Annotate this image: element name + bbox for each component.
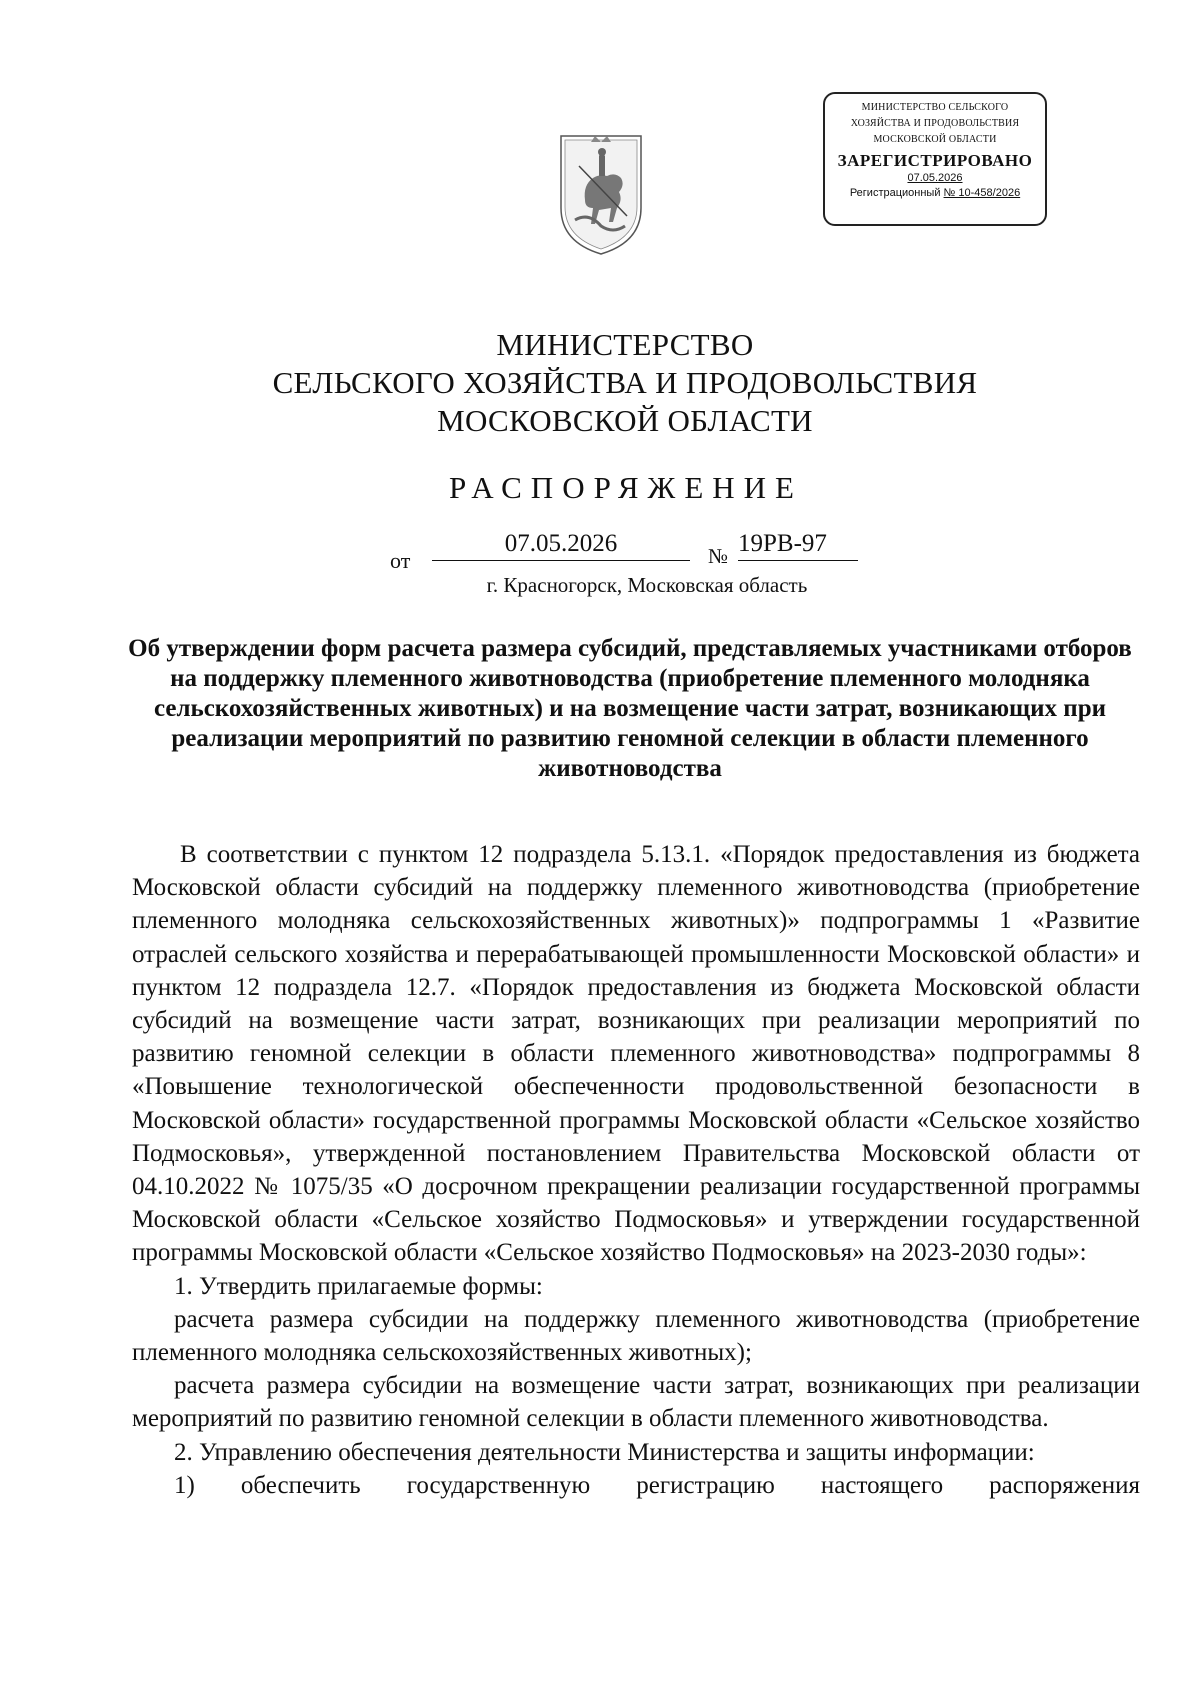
number-sign: № — [708, 544, 729, 568]
stamp-reg-label: Регистрационный — [849, 187, 941, 199]
document-number: 19РВ-97 — [738, 530, 858, 561]
item-2: 2. Управлению обеспечения деятельности Министерства и защиты информации: — [174, 1438, 1035, 1466]
ministry-line-2: СЕЛЬСКОГО ХОЗЯЙСТВА И ПРОДОВОЛЬСТВИЯ — [272, 365, 978, 400]
document-place: г. Красногорск, Московская область — [486, 573, 808, 597]
ministry-name — [0, 326, 1200, 440]
stamp-date: 07.05.2026 — [907, 172, 963, 184]
item-1: 1. Утвердить прилагаемые формы: — [174, 1272, 543, 1300]
stamp-registered-label: ЗАРЕГИСТРИРОВАНО — [837, 151, 1033, 170]
ministry-line-1: МИНИСТЕРСТВО — [496, 327, 754, 362]
item-1-form-a: расчета размера субсидии на поддержку племенного животноводства (приобретение племенного молодняка сельскохозяйственных животных); — [132, 1305, 1140, 1367]
stamp-reg-number — [825, 186, 1045, 201]
stamp-org-line-1: МИНИСТЕРСТВО СЕЛЬСКОГО — [861, 102, 1009, 113]
stamp-org-line-2: ХОЗЯЙСТВА И ПРОДОВОЛЬСТВИЯ — [850, 118, 1020, 129]
document-date: 07.05.2026 — [432, 530, 690, 561]
date-prefix: от — [390, 548, 411, 573]
stamp-reg-value: № 10-458/2026 — [943, 187, 1021, 199]
document-body — [132, 838, 1140, 1502]
registration-stamp — [823, 92, 1047, 226]
document-subject: Об утверждении форм расчета размера субсидий, представляемых участниками отборов на поддержку племенного животноводства (приобретение племенного молодняка сельскохозяйственных животных) и на возмещение части затрат, возникающих при реализации мероприятий по развитию геномной селекции в области племенного животноводства — [128, 635, 1132, 782]
ministry-line-3: МОСКОВСКОЙ ОБЛАСТИ — [437, 403, 813, 438]
item-1-form-b: расчета размера субсидии на возмещение части затрат, возникающих при реализации мероприятий по развитию геномной селекции в области племенного животноводства. — [132, 1372, 1140, 1433]
preamble-paragraph: В соответствии с пунктом 12 подраздела 5.13.1. «Порядок предоставления из бюджета Московской области субсидий на поддержку племенного животноводства (приобретение племенного молодняка сельскохозяйственных животных)» подпрограммы 1 «Развитие отраслей сельского хозяйства и перерабатывающей промышленности Московской области» и пунктом 12 подраздела 12.7. «Порядок предоставления из бюджета Московской области субсидий на возмещение части затрат, возникающих при реализации мероприятий по развитию геномной селекции в области племенного животноводства» подпрограммы 8 «Повышение технологической обеспеченности продовольственной безопасности в Московской области» государственной программы Московской области «Сельское хозяйство Подмосковья», утвержденной постановлением Правительства Московской области от 04.10.2022 № 1075/35 «О досрочном прекращении реализации государственной программы Московской области «Сельское хозяйство Подмосковья» и утверждении государственной программы Московской области «Сельское хозяйство Подмосковья» на 2023-2030 годы»: — [132, 841, 1140, 1267]
document-type: РАСПОРЯЖЕНИЕ — [449, 470, 803, 505]
date-number-line — [0, 530, 1200, 573]
stamp-org-line-3: МОСКОВСКОЙ ОБЛАСТИ — [873, 134, 997, 145]
item-2-sub-1: 1) обеспечить государственную регистрацию настоящего распоряжения — [174, 1471, 1140, 1499]
coat-of-arms-icon — [555, 130, 647, 260]
